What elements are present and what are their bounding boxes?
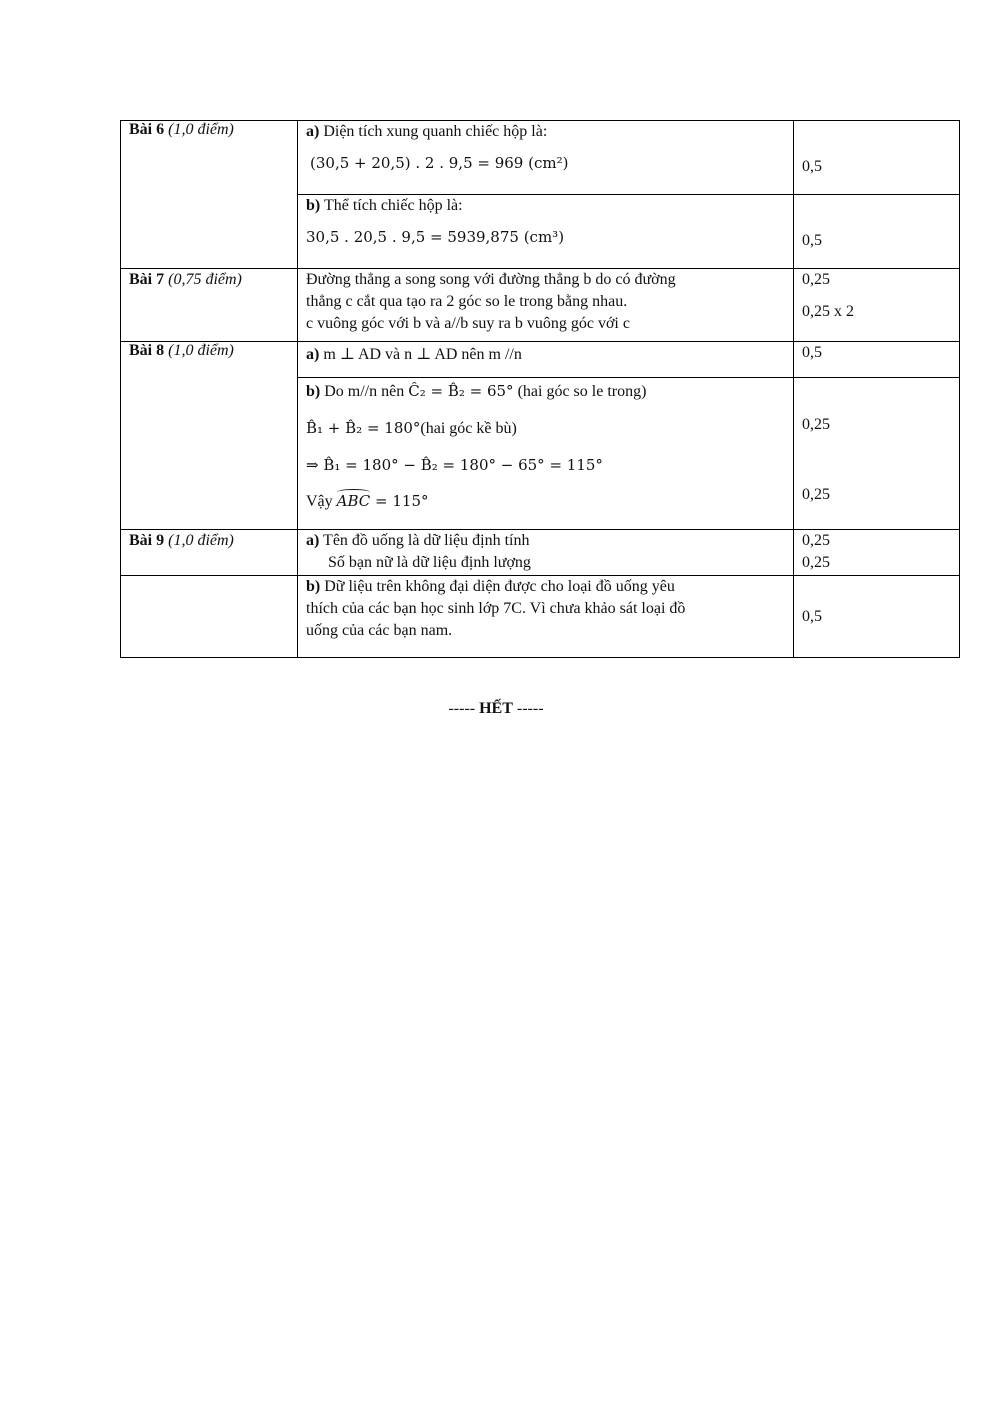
answer-table: [120, 120, 960, 658]
bai9-b-score-cell: [794, 576, 960, 658]
bai7-line2: thẳng c cắt qua tạo ra 2 góc so le trong bằng nhau.: [306, 293, 628, 310]
bai6-a-formula: (30,5 + 20,5) . 2 . 9,5 = 969 (cm²): [310, 154, 569, 172]
bai8-b-content: [298, 378, 794, 530]
bai8-title: Bài 8: [129, 342, 165, 359]
bai8-b-score-cell: [794, 378, 960, 530]
bai9-b-line2: thích của các bạn học sinh lớp 7C. Vì chưa khảo sát loại đồ: [306, 600, 686, 617]
bai9-points: (1,0 điểm): [168, 532, 234, 549]
bai8-points: (1,0 điểm): [168, 342, 234, 359]
angle-arc: ABC: [336, 492, 371, 510]
bai8-a-text: m ⊥ AD và n ⊥ AD nên m //n: [323, 346, 522, 363]
bai6-a-text: Diện tích xung quanh chiếc hộp là:: [323, 123, 548, 140]
bai6-b-score-cell: [794, 195, 960, 269]
bai6-a-content: [298, 121, 794, 195]
end-marker: [0, 700, 992, 718]
bai7-line1: Đường thẳng a song song với đường thẳng b do có đường: [306, 271, 676, 288]
bai8-b-line4-prefix: Vậy: [306, 493, 337, 510]
bai8-b-line1-prefix: Do m//n nên: [324, 383, 409, 400]
bai7-title: Bài 7: [129, 271, 165, 288]
bai8-a-content: [298, 342, 794, 378]
table-row: [121, 269, 960, 342]
bai8-a-score: 0,5: [802, 344, 822, 361]
bai6-points: (1,0 điểm): [168, 121, 234, 138]
bai9-b-line3: uống của các bạn nam.: [306, 622, 453, 639]
bai6-a-score: 0,5: [802, 158, 822, 175]
table-row: [121, 121, 960, 195]
bai9-title: Bài 9: [129, 532, 165, 549]
bai8-b-score1: 0,25: [802, 416, 830, 433]
end-dashes-right: -----: [512, 700, 544, 717]
bai6-b-text: Thể tích chiếc hộp là:: [323, 197, 463, 214]
end-text: HẾT: [479, 700, 513, 717]
bai6-b-content: [298, 195, 794, 269]
bai8-b-label: b): [306, 383, 321, 400]
bai7-score-cell: [794, 269, 960, 342]
bai6-title: Bài 6: [129, 121, 165, 138]
bai7-line3: c vuông góc với b và a//b suy ra b vuông góc với c: [306, 315, 630, 332]
bai9-b-label: b): [306, 578, 321, 595]
bai8-b-score2: 0,25: [802, 486, 830, 503]
bai6-b-formula: 30,5 . 20,5 . 9,5 = 5939,875 (cm³): [306, 228, 565, 246]
bai9-b-label-cell: [121, 576, 298, 658]
bai8-b-line3: ⇒ B̂₁ = 180° − B̂₂ = 180° − 65° = 115°: [306, 456, 603, 474]
bai8-a-label: a): [306, 346, 320, 363]
bai9-a-score-cell: [794, 530, 960, 576]
bai9-a-score2: 0,25: [802, 554, 830, 571]
bai8-a-score-cell: [794, 342, 960, 378]
bai9-a-score1: 0,25: [802, 532, 830, 549]
bai9-a-label: a): [306, 532, 320, 549]
end-dashes-left: -----: [448, 700, 480, 717]
bai8-b-line1-suffix: (hai góc so le trong): [513, 383, 647, 400]
bai7-points: (0,75 điểm): [168, 271, 242, 288]
bai6-label-cell: [121, 121, 298, 269]
bai9-b-content: [298, 576, 794, 658]
bai8-label-cell: [121, 342, 298, 530]
bai7-score1: 0,25: [802, 271, 830, 288]
bai7-content: [298, 269, 794, 342]
bai9-a-content: [298, 530, 794, 576]
bai6-b-score: 0,5: [802, 232, 822, 249]
bai8-b-line2-math: B̂₁ + B̂₂ = 180°: [306, 419, 421, 437]
bai9-b-line1: Dữ liệu trên không đại diện được cho loại đồ uống yêu: [324, 578, 675, 595]
bai6-a-score-cell: [794, 121, 960, 195]
table-row: [121, 342, 960, 378]
bai6-a-label: a): [306, 123, 320, 140]
bai7-score2: 0,25 x 2: [802, 303, 854, 320]
bai7-label-cell: [121, 269, 298, 342]
bai9-a-line2: Số bạn nữ là dữ liệu định lượng: [328, 554, 531, 571]
bai6-b-label: b): [306, 197, 321, 214]
bai8-b-line2-suffix: (hai góc kề bù): [420, 420, 517, 437]
bai8-b-line1-math: Ĉ₂ = B̂₂ = 65°: [408, 382, 514, 400]
table-row: [121, 530, 960, 576]
bai9-label-cell: [121, 530, 298, 576]
bai8-b-line4-math: = 115°: [370, 492, 429, 510]
table-row: [121, 576, 960, 658]
bai9-a-line1: Tên đồ uống là dữ liệu định tính: [323, 532, 530, 549]
bai9-b-score: 0,5: [802, 607, 822, 625]
